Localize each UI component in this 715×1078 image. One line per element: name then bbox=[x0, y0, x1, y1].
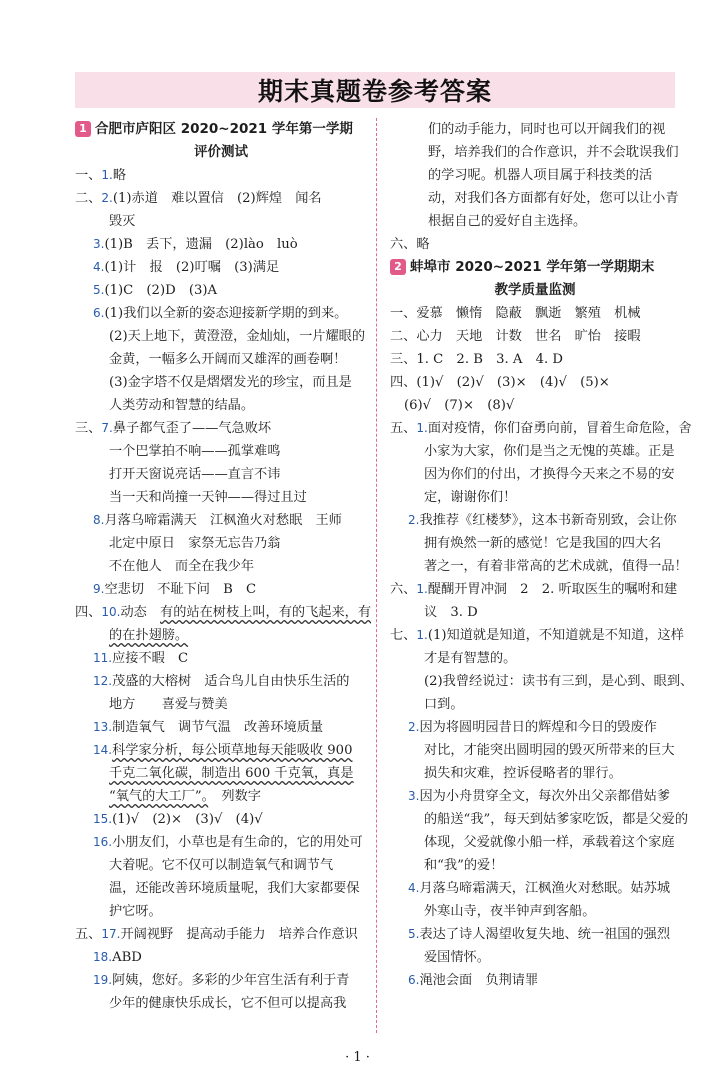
answer-text: 根据自己的爱好自主选择。 bbox=[428, 214, 587, 229]
answer-text: 议 3. D bbox=[424, 605, 478, 620]
answer-line bbox=[390, 808, 689, 831]
answer-line bbox=[75, 808, 367, 831]
answer-line bbox=[390, 371, 680, 394]
answer-text: 爱国情怀。 bbox=[424, 950, 490, 965]
answer-line bbox=[75, 555, 367, 578]
answer-line bbox=[75, 532, 367, 555]
answer-text: 阿姨，您好。多彩的少年宫生活有利于青 bbox=[112, 973, 350, 988]
question-number: 14. bbox=[93, 743, 113, 757]
answer-text: (1)赤道 难以置信 (2)辉煌 闻名 bbox=[112, 191, 322, 206]
answer-text: (1)B 丢下，遗漏 (2)làо luò bbox=[104, 237, 298, 252]
answer-text: 当一天和尚撞一天钟——得过且过 bbox=[109, 490, 307, 505]
answer-text: 不在他人 而全在我少年 bbox=[109, 559, 255, 574]
right-column bbox=[390, 118, 694, 992]
section-title-text: 合肥市庐阳区 2020~2021 学年第一学期 bbox=[95, 121, 353, 137]
answer-text: 著之一，有着非常高的艺术成就，值得一品！ bbox=[424, 559, 688, 574]
underlined-text: 的在扑翅膀。 bbox=[109, 628, 189, 643]
answer-line bbox=[390, 693, 680, 716]
question-number: 9. bbox=[93, 582, 105, 596]
answer-text: 小家为大家，你们是当之无愧的英雄。正是 bbox=[424, 444, 675, 459]
answer-line bbox=[75, 624, 367, 647]
answer-line bbox=[390, 164, 680, 187]
answer-line bbox=[75, 854, 367, 877]
page-title: 期末真题卷参考答案 bbox=[257, 77, 492, 106]
answer-text: 略 bbox=[112, 168, 127, 183]
question-number: 2. bbox=[408, 720, 420, 734]
answer-line bbox=[390, 739, 680, 762]
answer-text: (1)C (2)D (3)A bbox=[104, 283, 218, 298]
answer-text: (1)我们以全新的姿态迎接新学期的到来。 bbox=[104, 306, 348, 321]
answer-text: 护它呀。 bbox=[109, 904, 162, 919]
question-number: 3. bbox=[93, 237, 105, 251]
answer-text: 动，对我们各方面都有好处，您可以让小青 bbox=[428, 191, 679, 206]
answer-line bbox=[75, 785, 367, 808]
answer-line bbox=[75, 440, 367, 463]
answer-text: 的船送“我”，每天到姑爹家吃饭，都是父爱的 bbox=[424, 812, 689, 827]
question-number: 3. bbox=[408, 789, 420, 803]
answer-text: 列数字 bbox=[208, 789, 261, 804]
question-number: 12. bbox=[93, 674, 113, 688]
answer-line bbox=[390, 785, 680, 808]
answer-text: 1. C 2. B 3. A 4. D bbox=[416, 352, 563, 367]
answer-line bbox=[390, 762, 680, 785]
section-number: 二、 bbox=[75, 191, 102, 206]
answer-text: (1)√ (2)× (3)√ (4)√ bbox=[112, 812, 263, 827]
answer-text: 开阔视野 提高动手能力 培养合作意识 bbox=[120, 927, 358, 942]
answer-line bbox=[75, 256, 367, 279]
answer-line bbox=[75, 325, 367, 348]
answer-text: 拥有焕然一新的感觉！它是我国的四大名 bbox=[424, 536, 662, 551]
answer-line bbox=[75, 946, 367, 969]
answer-line bbox=[390, 716, 680, 739]
answer-line bbox=[390, 348, 680, 371]
answer-text: (3)金字塔不仅是熠熠发光的珍宝，而且是 bbox=[109, 375, 352, 390]
answer-line bbox=[390, 118, 680, 141]
section-number: 四、 bbox=[75, 605, 102, 620]
answer-line bbox=[390, 417, 692, 440]
question-number: 6. bbox=[93, 306, 105, 320]
section-number: 五、 bbox=[75, 927, 102, 942]
answer-line bbox=[75, 463, 367, 486]
answer-line bbox=[75, 831, 367, 854]
answer-text: 应接不暇 C bbox=[112, 651, 189, 666]
header-banner bbox=[75, 72, 675, 108]
answer-line bbox=[390, 578, 680, 601]
question-number: 11. bbox=[93, 651, 113, 665]
answer-line bbox=[75, 371, 367, 394]
answer-text: (2)我曾经说过：读书有三到，是心到、眼到、 bbox=[424, 674, 694, 689]
question-number: 13. bbox=[93, 720, 113, 734]
section-number: 一、 bbox=[75, 168, 102, 183]
section-number: 三、 bbox=[390, 352, 417, 367]
answer-text: (1)计 报 (2)叮嘱 (3)满足 bbox=[104, 260, 280, 275]
answer-line bbox=[75, 164, 367, 187]
underlined-text: 科学家分析，每公顷草地每天能吸收 900 bbox=[112, 743, 353, 758]
answer-line bbox=[390, 946, 680, 969]
section-number: 三、 bbox=[75, 421, 102, 436]
answer-line bbox=[390, 233, 680, 256]
answer-text: 制造氧气 调节气温 改善环境质量 bbox=[112, 720, 324, 735]
answer-text: 月落乌啼霜满天 江枫渔火对愁眠 王师 bbox=[104, 513, 342, 528]
answer-text: (1)√ (2)√ (3)× (4)√ (5)× bbox=[416, 375, 610, 390]
answer-line bbox=[390, 969, 680, 992]
section-title-text: 蚌埠市 2020~2021 学年第一学期期末 bbox=[410, 259, 655, 275]
answer-text: ABD bbox=[112, 950, 142, 965]
question-number: 10. bbox=[101, 605, 121, 619]
answer-line bbox=[75, 210, 367, 233]
answer-line bbox=[390, 187, 680, 210]
answer-text: 对比，才能突出圆明园的毁灭所带来的巨大 bbox=[424, 743, 675, 758]
answer-line bbox=[75, 601, 372, 624]
answer-text: 人类劳动和智慧的结晶。 bbox=[109, 398, 255, 413]
answer-line bbox=[390, 670, 694, 693]
answer-text: 口到。 bbox=[424, 697, 464, 712]
question-number: 1. bbox=[416, 421, 428, 435]
answer-line bbox=[390, 877, 680, 900]
answer-text: 体现，父爱就像小船一样，承载着这个家庭 bbox=[424, 835, 675, 850]
answer-line bbox=[75, 739, 367, 762]
question-number: 8. bbox=[93, 513, 105, 527]
answer-text: 渑池会面 负荆请罪 bbox=[419, 973, 539, 988]
answer-line bbox=[390, 394, 680, 417]
answer-text: 因为你们的付出，才换得今天来之不易的安 bbox=[424, 467, 675, 482]
answer-line bbox=[75, 762, 367, 785]
underlined-text: 有的站在树枝上叫，有的飞起来，有 bbox=[160, 605, 372, 620]
question-number: 2. bbox=[408, 513, 420, 527]
answer-line bbox=[75, 394, 367, 417]
answer-line bbox=[390, 624, 684, 647]
section-badge: 1 bbox=[75, 121, 91, 137]
answer-text: 因为将圆明园昔日的辉煌和今日的毁废作 bbox=[419, 720, 657, 735]
section-subtitle: 教学质量监测 bbox=[494, 282, 576, 298]
answer-text: 一个巴掌拍不响——孤掌难鸣 bbox=[109, 444, 281, 459]
section-number: 六、 bbox=[390, 237, 417, 252]
section-badge: 2 bbox=[390, 259, 406, 275]
answer-line bbox=[390, 302, 680, 325]
answer-line bbox=[75, 509, 367, 532]
answer-line bbox=[75, 233, 367, 256]
answer-line bbox=[75, 992, 367, 1015]
answer-text: 心力 天地 计数 世名 旷怡 接暇 bbox=[416, 329, 641, 344]
question-number: 1. bbox=[416, 628, 428, 642]
answer-text: 醍醐开胃冲洞 2 2. 听取医生的嘱咐和建 bbox=[427, 582, 678, 597]
answer-text: 动态 bbox=[120, 605, 161, 620]
question-number: 7. bbox=[101, 421, 113, 435]
answer-line bbox=[390, 440, 680, 463]
answer-line bbox=[75, 693, 367, 716]
answer-text: 我推荐《红楼梦》，这本书新奇别致，会让你 bbox=[419, 513, 677, 528]
answer-text: 金黄，一幅多么开阔而又雄浑的画卷啊！ bbox=[109, 352, 347, 367]
answer-text: 大着呢。它不仅可以制造氧气和调节气 bbox=[109, 858, 334, 873]
answer-text: 少年的健康快乐成长，它不但可以提高我 bbox=[109, 996, 347, 1011]
answer-text: 表达了诗人渴望收复失地、统一祖国的强烈 bbox=[419, 927, 671, 942]
answer-text: 外寒山寺，夜半钟声到客船。 bbox=[424, 904, 596, 919]
answer-text: (1)知道就是知道，不知道就是不知道，这样 bbox=[427, 628, 684, 643]
answer-text: 损失和灾难，控诉侵略者的罪行。 bbox=[424, 766, 622, 781]
answer-text: 北定中原日 家祭无忘告乃翁 bbox=[109, 536, 281, 551]
answer-line bbox=[390, 532, 680, 555]
section-number: 六、 bbox=[390, 582, 417, 597]
answer-line bbox=[390, 325, 680, 348]
left-column bbox=[75, 118, 372, 1015]
section-number: 七、 bbox=[390, 628, 417, 643]
answer-text: 定，谢谢你们！ bbox=[424, 490, 517, 505]
question-number: 6. bbox=[408, 973, 420, 987]
underlined-text: 千克二氧化碳，制造出 600 千克氧，真是 bbox=[109, 766, 354, 781]
question-number: 15. bbox=[93, 812, 113, 826]
answer-text: (6)√ (7)× (8)√ bbox=[404, 398, 515, 413]
answer-line bbox=[390, 555, 688, 578]
answer-line bbox=[390, 601, 680, 624]
column-divider bbox=[376, 118, 377, 1033]
question-number: 17. bbox=[101, 927, 121, 941]
answer-text: 打开天窗说亮话——直言不讳 bbox=[109, 467, 281, 482]
section-number: 一、 bbox=[390, 306, 417, 321]
section-number: 五、 bbox=[390, 421, 417, 436]
page-number: · 1 · bbox=[345, 1050, 370, 1065]
answer-text: 面对疫情，你们奋勇向前，冒着生命危险，舍 bbox=[427, 421, 692, 436]
answer-text: 因为小舟贯穿全文，每次外出父亲都借姑爹 bbox=[419, 789, 671, 804]
answer-text: 小朋友们，小草也是有生命的，它的用处可 bbox=[112, 835, 363, 850]
answer-line bbox=[390, 486, 680, 509]
answer-text: (2)天上地下，黄澄澄，金灿灿，一片耀眼的 bbox=[109, 329, 366, 344]
answer-text: 才是有智慧的。 bbox=[424, 651, 517, 666]
answer-line bbox=[75, 348, 367, 371]
question-number: 5. bbox=[93, 283, 105, 297]
question-number: 4. bbox=[93, 260, 105, 274]
answer-line bbox=[75, 417, 367, 440]
answer-line bbox=[390, 509, 680, 532]
question-number: 1. bbox=[101, 168, 113, 182]
answer-text: 月落乌啼霜满天，江枫渔火对愁眠。姑苏城 bbox=[419, 881, 671, 896]
answer-line bbox=[390, 141, 680, 164]
answer-text: 的学习呢。机器人项目属于科技类的活 bbox=[428, 168, 653, 183]
answer-line bbox=[75, 578, 367, 601]
answer-line bbox=[390, 923, 680, 946]
answer-line bbox=[75, 187, 367, 210]
answer-line bbox=[390, 854, 680, 877]
answer-text: 爱慕 懒惰 隐蔽 飘逝 繁殖 机械 bbox=[416, 306, 641, 321]
answer-text: 茂盛的大榕树 适合鸟儿自由快乐生活的 bbox=[112, 674, 350, 689]
answer-line bbox=[390, 831, 680, 854]
answer-line bbox=[75, 279, 367, 302]
answer-line bbox=[75, 302, 367, 325]
question-number: 19. bbox=[93, 973, 113, 987]
answer-line bbox=[390, 210, 680, 233]
answer-text: 地方 喜爱与赞美 bbox=[109, 697, 228, 712]
answer-text: 鼻子都气歪了——气急败坏 bbox=[112, 421, 272, 436]
section-title bbox=[390, 256, 680, 279]
section-number: 二、 bbox=[390, 329, 417, 344]
answer-line bbox=[75, 969, 367, 992]
answer-text: 和“我”的爱！ bbox=[424, 858, 504, 873]
answer-text: 们的动手能力，同时也可以开阔我们的视 bbox=[428, 122, 666, 137]
answer-text: 空悲切 不耻下问 B C bbox=[104, 582, 257, 597]
section-subtitle: 评价测试 bbox=[194, 144, 248, 160]
answer-text: 温，还能改善环境质量呢，我们大家都要保 bbox=[109, 881, 360, 896]
question-number: 2. bbox=[101, 191, 113, 205]
section-number: 四、 bbox=[390, 375, 417, 390]
question-number: 18. bbox=[93, 950, 113, 964]
underlined-text: “氧气的大工厂”。 bbox=[109, 789, 209, 804]
answer-text: 野，培养我们的合作意识，并不会耽误我们 bbox=[428, 145, 679, 160]
answer-line bbox=[390, 900, 680, 923]
question-number: 16. bbox=[93, 835, 113, 849]
answer-text: 毁灭 bbox=[109, 214, 136, 229]
question-number: 4. bbox=[408, 881, 420, 895]
answer-line bbox=[75, 900, 367, 923]
answer-line bbox=[75, 923, 367, 946]
answer-line bbox=[390, 463, 680, 486]
section-title bbox=[75, 118, 367, 141]
question-number: 5. bbox=[408, 927, 420, 941]
answer-line bbox=[75, 877, 367, 900]
answer-line bbox=[390, 647, 680, 670]
answer-text: 略 bbox=[416, 237, 430, 252]
answer-line bbox=[75, 647, 367, 670]
question-number: 1. bbox=[416, 582, 428, 596]
answer-line bbox=[75, 486, 367, 509]
answer-line bbox=[75, 716, 367, 739]
answer-line bbox=[75, 670, 367, 693]
